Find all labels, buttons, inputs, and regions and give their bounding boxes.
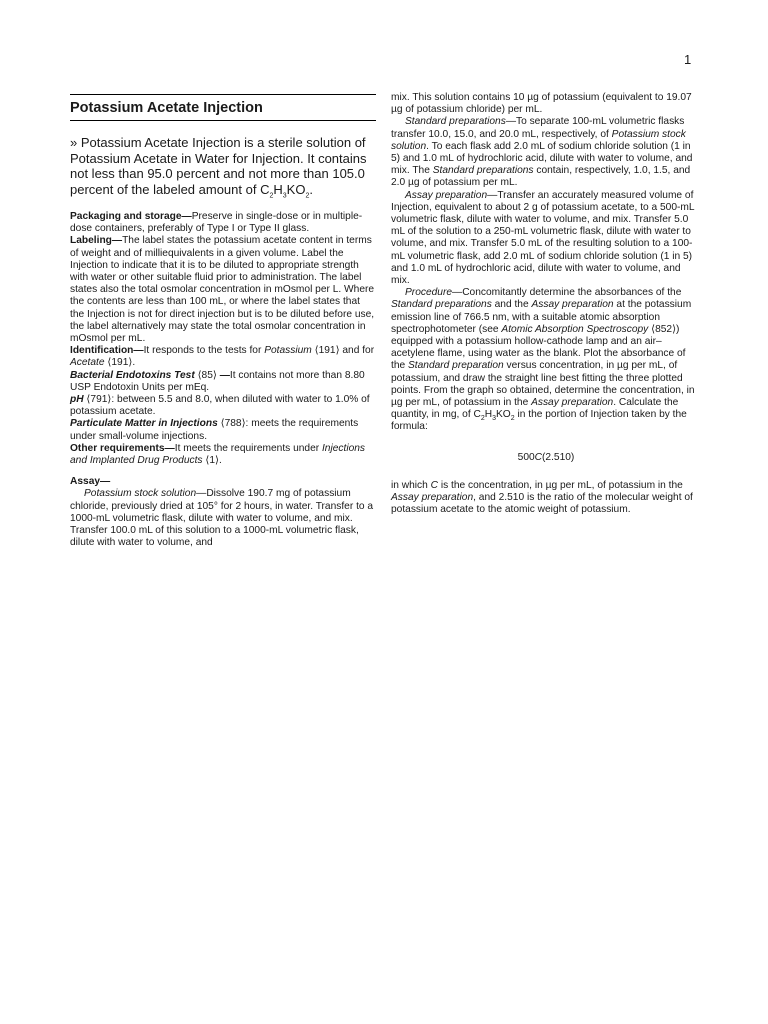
monograph-definition: » Potassium Acetate Injection is a sterile solution of Potassium Acetate in Water for Injection. It contains not less than 95.0 percent and not more than 105.0 percent of the labeled amount of $C_2H_3KO_2$. (70, 135, 367, 200)
identification-paragraph: Identification—It responds to the tests for Potassium ⟨191⟩ and for Acetate ⟨191⟩. (70, 345, 375, 369)
bacterial-endotoxins-paragraph: Bacterial Endotoxins Test ⟨85⟩ —It contains not more than 8.80 USP Endotoxin Units per mEq. (70, 369, 365, 393)
monograph-title: Potassium Acetate Injection (70, 100, 263, 116)
stock-solution-label: Potassium stock solution (84, 488, 197, 500)
title-bottom-rule (70, 120, 376, 121)
other-requirements-paragraph: Other requirements—It meets the requirements under Injections and Implanted Drug Products ⟨1⟩. (70, 442, 366, 467)
page-number: 1 (684, 52, 692, 67)
standard-preparations-label: Standard preparations (405, 116, 506, 128)
calculation-formula: 500C(2.510) (517, 451, 575, 463)
packaging-paragraph: Packaging and storage—Preserve in single-dose or in multiple-dose containers, preferably of Type I or Type II glass. (70, 211, 363, 235)
other-requirements-label: Other requirements— (70, 442, 175, 454)
stock-solution-continued: mix. This solution contains 10 µg of potassium (equivalent to 19.07 µg of potassium chloride) per mL. (391, 92, 692, 116)
formula-explanation: in which C is the concentration, in µg per mL, of potassium in the Assay preparation, and 2.510 is the ratio of the molecular weight of potassium acetate to the atomic weight of potassium. (391, 479, 693, 516)
packaging-label: Packaging and storage— (70, 211, 192, 222)
stock-solution-paragraph: Potassium stock solution—Dissolve 190.7 mg of potassium chloride, previously dried at 105° for 2 hours, in water. Transfer to a 1000-mL volumetric flask, dilute with water to volume, and mix. Transfer 100.0 mL of this solution to a 1000-mL volumetric flask, dilute with water to volume, and (70, 488, 374, 549)
title-top-rule (70, 94, 376, 95)
procedure-label: Procedure (405, 287, 453, 299)
standard-preparations-paragraph: Standard preparations—To separate 100-mL volumetric flasks transfer 10.0, 15.0, and 20.0 mL, respectively, of Potassium stock solution. To each flask add 2.0 mL of sodium chloride solution (1 in 5) and 1.0 mL of hydrochloric acid, dilute with water to volume, and mix. The Standard preparations contain, respectively, 1.0, 1.5, and 2.0 µg of potassium per mL. (391, 116, 693, 189)
labeling-paragraph: Labeling—The label states the potassium acetate content in terms of weight and of milliequivalents in a given volume. Label the Injection to indicate that it is to be diluted to appropriate strength with water or other suitable fluid prior to administration. The label states also the total osmolar concentration in mOsmol per L. Where the contents are less than 100 mL, or where the label states that the Injection is not for direct injection but is to be diluted before use, the label alternatively may state the total osmolar concentration in mOsmol per mL. (70, 235, 375, 345)
particulate-matter-paragraph: Particulate Matter in Injections ⟨788⟩: meets the requirements under small-volume injections. (70, 418, 359, 442)
ph-paragraph: pH ⟨791⟩: between 5.5 and 8.0, when diluted with water to 1.0% of potassium acetate. (70, 394, 370, 418)
assay-preparation-paragraph: Assay preparation—Transfer an accurately measured volume of Injection, equivalent to about 2 g of potassium acetate, to a 500-mL volumetric flask, dilute with water to volume, and mix. Transfer 5.0 mL of the solution to a 250-mL volumetric flask, dilute with water to volume, and mix. Transfer 5.0 mL of the resulting solution to a 100-mL volumetric flask, add 2.0 mL of sodium chloride solution (1 in 5) and 1.0 mL of hydrochloric acid, dilute with water to volume, and mix. (391, 189, 695, 287)
requirements-section (70, 211, 376, 549)
assay-preparation-label: Assay preparation (405, 189, 488, 201)
assay-heading: Assay— (70, 476, 111, 488)
ph-label: pH (70, 394, 84, 406)
procedure-paragraph: Procedure—Concomitantly determine the absorbances of the Standard preparations and the Assay preparation at the potassium emission line of 766.5 nm, with a suitable atomic absorption spectrophotometer (see Atomic Absorption Spectroscopy ⟨852⟩) equipped with a potassium hollow-cathode lamp and an air–acetylene flame, using water as the blank. Plot the absorbance of the Standard preparation versus concentration, in µg per mL, of potassium, and draw the straight line best fitting the three plotted points. From the graph so obtained, determine the concentration, in µg per mL, of potassium in the Assay preparation. Calculate the quantity, in mg, of $C_2H_3KO_2$ in the portion of Injection taken by the formula: (391, 287, 695, 433)
identification-label: Identification— (70, 345, 144, 357)
left-column (70, 94, 376, 549)
particulate-matter-label: Particulate Matter in Injections (70, 418, 218, 430)
bacterial-endotoxins-label: Bacterial Endotoxins Test (70, 369, 195, 381)
labeling-label: Labeling— (70, 235, 123, 247)
right-column (391, 92, 701, 517)
